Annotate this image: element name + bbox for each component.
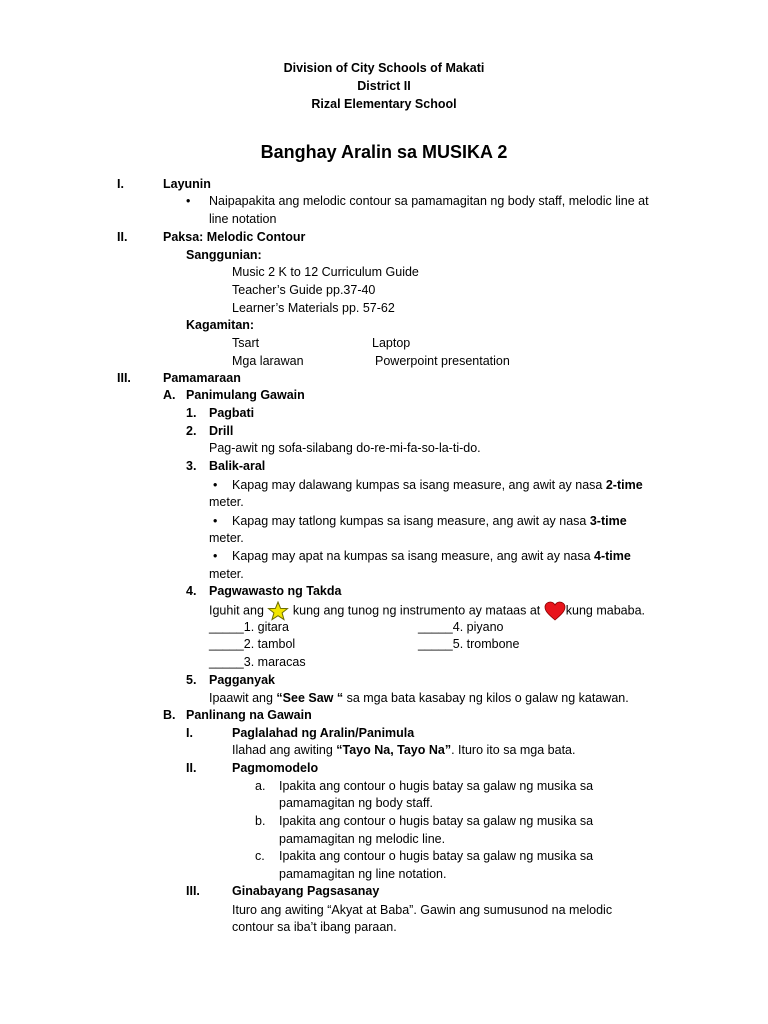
drill-text: Pag-awit ng sofa-silabang do-re-mi-fa-so-la-ti-do. bbox=[209, 441, 481, 455]
pagganyak-text: Ipaawit ang “See Saw “ sa mga bata kasabay ng kilos o galaw ng katawan. bbox=[209, 691, 629, 705]
section-number: II. bbox=[117, 230, 128, 244]
step-label: Ginabayang Pagsasanay bbox=[232, 884, 380, 898]
bullet-icon: • bbox=[213, 478, 218, 492]
subsection-heading: Panlinang na Gawain bbox=[186, 708, 312, 722]
modeling-item-cont: pamamagitan ng line notation. bbox=[279, 867, 447, 881]
step-number: I. bbox=[186, 726, 193, 740]
step-number: 1. bbox=[186, 406, 197, 420]
section-number: III. bbox=[117, 371, 131, 385]
section-heading: Paksa: Melodic Contour bbox=[163, 230, 306, 244]
section-number: I. bbox=[117, 177, 124, 191]
material-item: Tsart bbox=[232, 336, 260, 350]
bullet-icon: • bbox=[213, 514, 218, 528]
heart-icon bbox=[544, 601, 566, 621]
step-label: Balik-aral bbox=[209, 459, 266, 473]
objective-text: Naipapakita ang melodic contour sa pamamagitan ng body staff, melodic line at bbox=[209, 194, 649, 208]
item-letter: b. bbox=[255, 814, 266, 828]
subsection-heading: Panimulang Gawain bbox=[186, 388, 305, 402]
step-label: Drill bbox=[209, 424, 234, 438]
section-heading: Pamamaraan bbox=[163, 371, 241, 385]
item-letter: c. bbox=[255, 849, 265, 863]
subsection-letter: B. bbox=[163, 708, 176, 722]
takda-item: _____4. piyano bbox=[418, 620, 504, 634]
takda-item: _____2. tambol bbox=[209, 637, 296, 651]
pagsasanay-text: Ituro ang awiting “Akyat at Baba”. Gawin ang sumusunod na melodic bbox=[232, 903, 613, 917]
modeling-item: Ipakita ang contour o hugis batay sa galaw ng musika sa bbox=[279, 849, 594, 863]
step-label: Pagbati bbox=[209, 406, 255, 420]
step-number: 5. bbox=[186, 673, 197, 687]
review-item-cont: meter. bbox=[209, 495, 244, 509]
takda-item: _____1. gitara bbox=[209, 620, 289, 634]
reference-item: Music 2 K to 12 Curriculum Guide bbox=[232, 265, 419, 279]
bullet-icon: • bbox=[213, 549, 218, 563]
page-title: Banghay Aralin sa MUSIKA 2 bbox=[260, 142, 508, 162]
item-letter: a. bbox=[255, 779, 266, 793]
reference-item: Learner’s Materials pp. 57-62 bbox=[232, 301, 395, 315]
step-number: 2. bbox=[186, 424, 197, 438]
modeling-item: Ipakita ang contour o hugis batay sa galaw ng musika sa bbox=[279, 779, 594, 793]
step-number: 3. bbox=[186, 459, 197, 473]
step-label: Pagmomodelo bbox=[232, 761, 319, 775]
step-label: Pagwawasto ng Takda bbox=[209, 584, 342, 598]
material-item: Laptop bbox=[372, 336, 411, 350]
kagamitan-label: Kagamitan: bbox=[186, 318, 255, 332]
review-item: Kapag may dalawang kumpas sa isang measure, ang awit ay nasa 2-time bbox=[232, 478, 643, 492]
subsection-letter: A. bbox=[163, 388, 176, 402]
step-number: II. bbox=[186, 761, 197, 775]
reference-item: Teacher’s Guide pp.37-40 bbox=[232, 283, 376, 297]
step-label: Paglalahad ng Aralin/Panimula bbox=[232, 726, 415, 740]
material-item: Powerpoint presentation bbox=[375, 354, 510, 368]
modeling-item: Ipakita ang contour o hugis batay sa galaw ng musika sa bbox=[279, 814, 594, 828]
step-number: III. bbox=[186, 884, 200, 898]
division-name: Division of City Schools of Makati bbox=[283, 61, 485, 75]
bullet-icon: • bbox=[186, 194, 191, 208]
star-icon bbox=[267, 601, 289, 621]
pagsasanay-text-cont: contour sa iba’t ibang paraan. bbox=[232, 920, 397, 934]
modeling-item-cont: pamamagitan ng body staff. bbox=[279, 796, 434, 810]
takda-item: _____5. trombone bbox=[418, 637, 520, 651]
section-heading: Layunin bbox=[163, 177, 211, 191]
step-label: Pagganyak bbox=[209, 673, 276, 687]
review-item-cont: meter. bbox=[209, 531, 244, 545]
district-name: District II bbox=[357, 79, 411, 93]
objective-text-cont: line notation bbox=[209, 212, 277, 226]
modeling-item-cont: pamamagitan ng melodic line. bbox=[279, 832, 446, 846]
review-item: Kapag may tatlong kumpas sa isang measure, ang awit ay nasa 3-time bbox=[232, 514, 627, 528]
paglalahad-text: Ilahad ang awiting “Tayo Na, Tayo Na”. Ituro ito sa mga bata. bbox=[232, 743, 576, 757]
material-item: Mga larawan bbox=[232, 354, 304, 368]
takda-item: _____3. maracas bbox=[209, 655, 306, 669]
review-item: Kapag may apat na kumpas sa isang measure, ang awit ay nasa 4-time bbox=[232, 549, 631, 563]
review-item-cont: meter. bbox=[209, 567, 244, 581]
school-name: Rizal Elementary School bbox=[311, 97, 457, 111]
sanggunian-label: Sanggunian: bbox=[186, 248, 262, 262]
step-number: 4. bbox=[186, 584, 197, 598]
takda-instruction: Iguhit ang kung ang tunog ng instrumento ay mataas at kung mababa. bbox=[209, 601, 645, 621]
